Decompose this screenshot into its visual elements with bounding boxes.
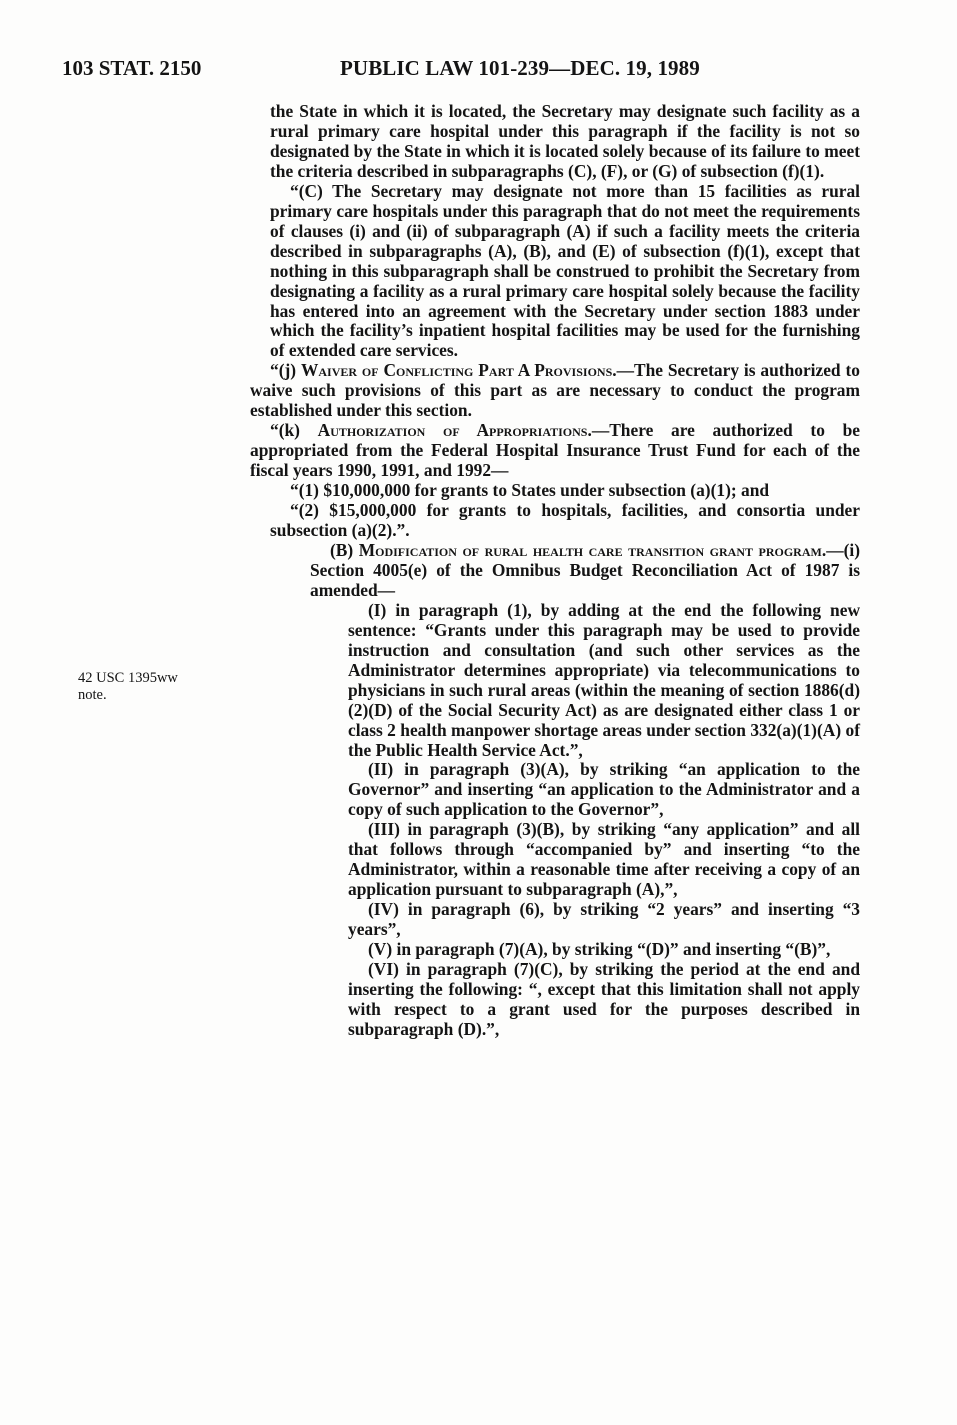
subparagraph-b-lead: (B): [330, 539, 359, 560]
subsection-j-text: —The Secretary is authorized to waive such provisions of this part as are necessary to conduct the program established under this section.: [250, 360, 860, 421]
subsection-j: [250, 361, 860, 421]
paragraph-c: “(C) The Secretary may designate not more than 15 facilities as rural primary care hospitals under this paragraph that do not meet the requirements of clauses (i) and (ii) of subparagraph (A) if such a facility meets the criteria described in subparagraphs (A), (B), and (E) of subsection (f)(1), except that nothing in this subparagraph shall be construed to prohibit the Secretary from designating a facility as a rural primary care hospital solely because the facility has entered into an agreement with the Secretary under section 1883 under which the facility’s inpatient hospital facilities may be used for the furnishing of extended care services.: [270, 180, 860, 361]
amendment-item-3: (III) in paragraph (3)(B), by striking “any application” and all that follows through “accompanied by” and inserting “to the Administrator, within a reasonable time after receiving a copy of an application pursuant to subparagraph (A),”,: [348, 819, 860, 900]
subsection-k-text: —There are authorized to be appropriated from the Federal Hospital Insurance Trust Fund for each of the fiscal years 1990, 1991, and 1992—: [250, 420, 860, 481]
public-law-title: PUBLIC LAW 101-239—DEC. 19, 1989: [340, 56, 700, 80]
amendment-item-1: (I) in paragraph (1), by adding at the end the following new sentence: “Grants under this paragraph may be used to provide instruction and consultation (and such other services as the Administrator determines appropriate) via telecommunications to physicians in such rural areas (within the meaning of section 1886(d)(2)(D) of the Social Security Act) as are designated either class 1 or class 2 health manpower shortage areas under section 332(a)(1)(A) of the Public Health Service Act.”,: [348, 599, 860, 760]
subparagraph-b-heading: Modification of rural health care transition grant program.: [358, 539, 827, 560]
margin-citation-line-2: note.: [78, 687, 107, 703]
subsection-k-lead: “(k): [270, 420, 318, 441]
amendment-item-4: (IV) in paragraph (6), by striking “2 years” and inserting “3 years”,: [348, 899, 860, 940]
appropriation-item-2: “(2) $15,000,000 for grants to hospitals, facilities, and consortia under subsection (a)(2).”.: [270, 500, 860, 541]
subsection-j-heading: Waiver of Conflicting Part A Provisions.: [300, 360, 617, 381]
page-header: [62, 56, 897, 88]
stat-page-number: 103 STAT. 2150: [62, 56, 202, 80]
subparagraph-b: [250, 541, 860, 601]
subsection-j-lead: “(j): [270, 360, 301, 381]
subparagraph-b-text: —(i) Section 4005(e) of the Omnibus Budget Reconciliation Act of 1987 is amended—: [310, 539, 860, 600]
paragraph-designation-continued: the State in which it is located, the Secretary may designate such facility as a rural primary care hospital under this paragraph if the facility is not so designated by the State in which it is located solely because of its failure to meet the criteria described in subparagraphs (C), (F), or (G) of subsection (f)(1).: [270, 101, 860, 181]
appropriation-item-1: “(1) $10,000,000 for grants to States under subsection (a)(1); and: [290, 480, 770, 501]
statute-text: [250, 102, 860, 1040]
amendment-item-2: (II) in paragraph (3)(A), by striking “an application to the Governor” and inserting “an application to the Administrator and a copy of such application to the Governor”,: [348, 759, 860, 820]
amendment-item-5: (V) in paragraph (7)(A), by striking “(D)” and inserting “(B)”,: [368, 939, 831, 960]
margin-citation: [78, 670, 238, 704]
amendment-item-6: (VI) in paragraph (7)(C), by striking the period at the end and inserting the following: “, except that this limitation shall not apply with respect to a grant used for the purposes described in subparagraph (D).”,: [348, 958, 860, 1039]
margin-citation-line-1: 42 USC 1395ww: [78, 670, 178, 686]
subsection-k: [250, 421, 860, 481]
subsection-k-heading: Authorization of Appropriations.: [317, 420, 592, 441]
